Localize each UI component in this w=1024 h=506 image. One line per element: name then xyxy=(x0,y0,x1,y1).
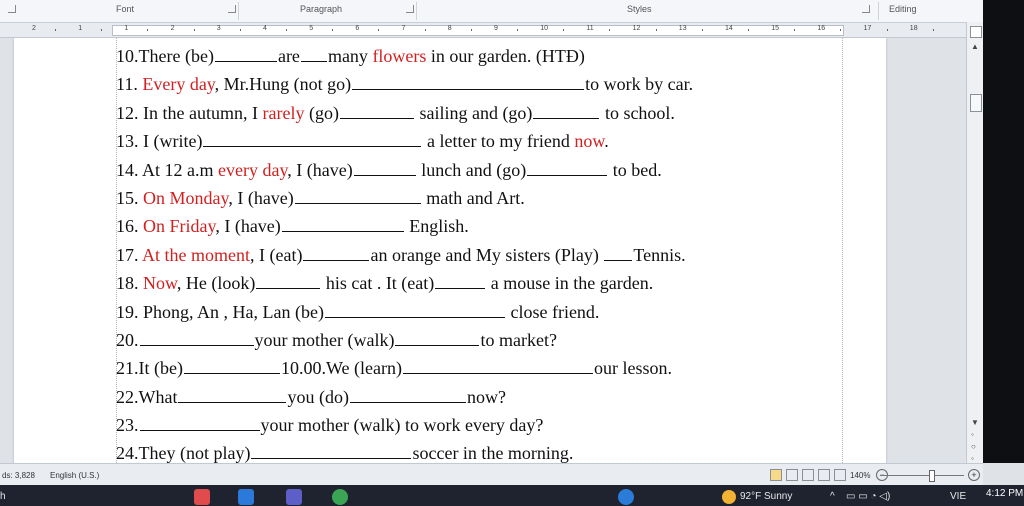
exercise-text-segment: a letter to my friend xyxy=(422,131,575,152)
exercise-line[interactable] xyxy=(116,241,816,269)
exercise-text[interactable] xyxy=(116,42,816,463)
ruler-tick xyxy=(933,29,934,31)
tray-chevron-icon[interactable]: ^ xyxy=(830,491,835,502)
ruler-tick xyxy=(55,29,56,31)
ruler-number: 15 xyxy=(771,25,779,32)
exercise-text-segment: an orange and My sisters (Play) xyxy=(370,244,604,265)
status-bar xyxy=(0,463,983,486)
zoom-level[interactable]: 140% xyxy=(850,471,871,480)
ruler-number: 17 xyxy=(863,25,872,32)
ruler-tick xyxy=(794,29,795,31)
exercise-line[interactable] xyxy=(116,42,816,70)
exercise-line[interactable] xyxy=(116,354,816,382)
zoom-app-icon[interactable] xyxy=(238,489,254,505)
exercise-line[interactable] xyxy=(116,439,816,463)
exercise-line[interactable] xyxy=(116,269,816,297)
ruler-tick xyxy=(702,29,703,31)
view-ruler-button[interactable] xyxy=(970,26,982,38)
answer-blank[interactable] xyxy=(256,287,320,289)
previous-page-icon[interactable]: ◦ xyxy=(971,430,974,439)
ruler-tick xyxy=(194,29,195,31)
right-margin-guide xyxy=(842,38,843,463)
exercise-text-segment: 16. xyxy=(116,216,143,237)
ruler-tick xyxy=(563,29,564,31)
outline-icon[interactable] xyxy=(818,469,830,481)
answer-blank[interactable] xyxy=(140,344,254,346)
answer-blank[interactable] xyxy=(282,230,404,232)
exercise-text-segment: 10.There (be) xyxy=(116,46,214,66)
highlighted-keyword: Every day xyxy=(142,74,215,95)
ribbon-group-labels xyxy=(0,0,983,23)
ruler-tick xyxy=(471,29,472,31)
full-screen-reading-icon[interactable] xyxy=(786,469,798,481)
exercise-text-segment: lunch and (go) xyxy=(416,159,527,180)
exercise-text-segment: 21.It (be) xyxy=(116,358,183,379)
answer-blank[interactable] xyxy=(604,259,632,261)
exercise-text-segment: soccer in the morning. xyxy=(412,443,574,463)
answer-blank[interactable] xyxy=(533,117,599,119)
zoom-slider-thumb[interactable] xyxy=(929,470,935,482)
highlighted-keyword: every day xyxy=(218,159,288,180)
highlighted-keyword: On Monday xyxy=(143,187,229,208)
ruler-number: 9 xyxy=(494,25,498,32)
exercise-line[interactable] xyxy=(116,298,816,326)
exercise-line[interactable] xyxy=(116,156,816,184)
answer-blank[interactable] xyxy=(527,174,607,176)
input-language[interactable]: VIE xyxy=(950,491,967,502)
ruler-tick xyxy=(656,29,657,31)
answer-blank[interactable] xyxy=(215,60,277,62)
exercise-text-segment: sailing and (go) xyxy=(414,102,533,123)
zoom-slider-track[interactable] xyxy=(880,475,964,476)
exercise-text-segment: , I (have) xyxy=(287,159,353,180)
exercise-line[interactable] xyxy=(116,383,816,411)
ruler-tick xyxy=(887,29,888,31)
exercise-text-segment: 18. xyxy=(116,273,143,294)
exercise-text-segment: to bed. xyxy=(608,159,662,180)
exercise-text-segment: 17. xyxy=(116,244,143,265)
ruler-number: 2 xyxy=(32,25,36,32)
answer-blank[interactable] xyxy=(295,202,421,204)
exercise-text-segment: , I (eat) xyxy=(250,244,303,265)
app-icon[interactable] xyxy=(194,489,210,505)
exercise-text-segment: English. xyxy=(404,216,469,237)
exercise-text-segment: , Mr.Hung (not go) xyxy=(214,74,352,95)
language-indicator[interactable]: English (U.S.) xyxy=(50,471,100,480)
ruler-tick xyxy=(517,29,518,31)
highlighted-keyword: flowers xyxy=(372,46,427,66)
exercise-text-segment: 24.They (not play) xyxy=(116,443,251,463)
exercise-text-segment: 12. In the autumn, I xyxy=(116,102,263,123)
exercise-text-segment: close friend. xyxy=(505,301,600,322)
exercise-text-segment: , I (have) xyxy=(228,187,294,208)
answer-blank[interactable] xyxy=(140,429,260,431)
exercise-text-segment: 19. Phong, An , Ha, Lan (be) xyxy=(116,301,324,322)
start-fragment[interactable]: h xyxy=(0,491,6,502)
ruler-number: 13 xyxy=(678,25,687,32)
answer-blank[interactable] xyxy=(352,88,584,90)
exercise-text-segment: 20. xyxy=(116,329,139,350)
help-icon[interactable] xyxy=(618,489,634,505)
answer-blank[interactable] xyxy=(301,60,327,62)
answer-blank[interactable] xyxy=(354,174,416,176)
taskbar xyxy=(0,485,1024,506)
ruler-number: 5 xyxy=(309,25,314,32)
ruler-tick xyxy=(240,29,241,31)
exercise-text-segment: are xyxy=(277,46,300,66)
exercise-text-segment: math and Art. xyxy=(421,187,525,208)
dialog-launcher-icon[interactable] xyxy=(8,5,16,13)
tray-icons[interactable]: ▭ ▭ ◔ ◁) xyxy=(846,491,891,502)
scroll-up-icon[interactable]: ▲ xyxy=(971,42,979,51)
ruler-number: 18 xyxy=(909,25,918,32)
ruler-number: 16 xyxy=(817,25,826,32)
horizontal-ruler[interactable] xyxy=(0,23,983,38)
print-layout-icon[interactable] xyxy=(770,469,782,481)
highlighted-keyword: On Friday xyxy=(143,216,216,237)
weather-text[interactable]: 92°F Sunny xyxy=(740,491,793,502)
answer-blank[interactable] xyxy=(184,372,280,374)
exercise-text-segment: 11. xyxy=(116,74,143,95)
teams-icon[interactable] xyxy=(286,489,302,505)
exercise-text-segment: to work by car. xyxy=(585,74,694,95)
answer-blank[interactable] xyxy=(340,117,414,119)
highlighted-keyword: rarely xyxy=(262,102,305,123)
exercise-text-segment: now? xyxy=(466,386,506,407)
exercise-text-segment: his cat . It (eat) xyxy=(321,273,435,294)
answer-blank[interactable] xyxy=(251,457,411,459)
ribbon-separator xyxy=(238,2,239,20)
exercise-text-segment: 10.00.We (learn) xyxy=(280,358,402,379)
ribbon-group-styles: Styles xyxy=(627,4,652,14)
exercise-text-segment: 14. At 12 a.m xyxy=(116,159,218,180)
browse-object-icon[interactable]: ○ xyxy=(971,442,976,451)
ruler-number: 12 xyxy=(632,25,641,32)
answer-blank[interactable] xyxy=(403,372,593,374)
ruler-number: 2 xyxy=(170,25,175,32)
exercise-text-segment: . xyxy=(604,131,609,152)
ribbon-separator xyxy=(416,2,417,20)
ribbon-group-paragraph: Paragraph xyxy=(300,4,343,14)
ruler-number: 14 xyxy=(725,25,733,32)
answer-blank[interactable] xyxy=(435,287,485,289)
exercise-text-segment: 15. xyxy=(116,187,143,208)
ribbon-separator xyxy=(878,2,879,20)
exercise-text-segment: a mouse in the garden. xyxy=(486,273,654,294)
exercise-text-segment: our lesson. xyxy=(593,358,672,379)
exercise-text-segment: many xyxy=(327,46,373,66)
document-area[interactable] xyxy=(0,38,966,463)
ruler-tick xyxy=(286,29,287,31)
next-page-icon[interactable]: ◦ xyxy=(971,454,974,463)
ruler-number: 11 xyxy=(586,25,594,32)
exercise-text-segment: to market? xyxy=(480,329,557,350)
highlighted-keyword: Now xyxy=(143,273,177,294)
web-layout-icon[interactable] xyxy=(802,469,814,481)
vertical-scrollbar[interactable] xyxy=(966,22,984,463)
draft-icon[interactable] xyxy=(834,469,846,481)
browser-icon[interactable] xyxy=(332,489,348,505)
answer-blank[interactable] xyxy=(303,259,369,261)
exercise-text-segment: you (do) xyxy=(287,386,349,407)
exercise-text-segment: 23. xyxy=(116,415,139,436)
answer-blank[interactable] xyxy=(395,344,479,346)
clock[interactable]: 4:12 PM xyxy=(986,488,1024,499)
ruler-number: 7 xyxy=(401,25,406,32)
ruler-number: 4 xyxy=(263,25,267,32)
exercise-text-segment: , He (look) xyxy=(176,273,256,294)
exercise-line[interactable] xyxy=(116,99,816,127)
exercise-line[interactable] xyxy=(116,127,816,155)
styles-dialog-launcher-icon[interactable] xyxy=(862,5,870,13)
highlighted-keyword: At the moment xyxy=(142,244,250,265)
scroll-thumb[interactable] xyxy=(970,94,982,112)
answer-blank[interactable] xyxy=(325,316,505,318)
answer-blank[interactable] xyxy=(178,401,286,403)
exercise-text-segment: 13. I (write) xyxy=(116,131,203,152)
document-page[interactable] xyxy=(14,38,886,463)
word-count[interactable]: ds: 3,828 xyxy=(2,471,35,480)
exercise-text-segment: , I (have) xyxy=(215,216,281,237)
ribbon-group-font: Font xyxy=(116,4,135,14)
paragraph-dialog-launcher-icon[interactable] xyxy=(406,5,414,13)
exercise-line[interactable] xyxy=(116,70,816,98)
ruler-tick xyxy=(101,29,102,31)
screen-edge xyxy=(983,0,1024,463)
exercise-text-segment: 22.What xyxy=(116,386,178,407)
ruler-tick xyxy=(840,29,841,31)
ribbon-group-editing: Editing xyxy=(889,4,917,14)
scroll-down-icon[interactable]: ▼ xyxy=(971,418,979,427)
ruler-tick xyxy=(378,29,379,31)
exercise-text-segment: to school. xyxy=(600,102,675,123)
ruler-number: 8 xyxy=(447,25,452,32)
ruler-number: 10 xyxy=(540,25,548,32)
zoom-in-icon[interactable]: + xyxy=(968,469,980,481)
ruler-number: 6 xyxy=(355,25,360,32)
ruler-number: 1 xyxy=(78,25,83,32)
exercise-text-segment: your mother (walk) xyxy=(254,329,395,350)
exercise-line[interactable] xyxy=(116,411,816,439)
ruler-tick xyxy=(332,29,333,31)
exercise-text-segment: your mother (walk) to work every day? xyxy=(260,415,544,436)
exercise-text-segment: in our garden. (HTĐ) xyxy=(426,46,585,66)
answer-blank[interactable] xyxy=(350,401,466,403)
ruler-number: 1 xyxy=(124,25,129,32)
ruler-tick xyxy=(147,29,148,31)
exercise-line[interactable] xyxy=(116,212,816,240)
exercise-text-segment: (go) xyxy=(304,102,339,123)
ruler-track xyxy=(112,25,844,36)
exercise-line[interactable] xyxy=(116,184,816,212)
weather-sun-icon xyxy=(722,490,736,504)
exercise-text-segment: Tennis. xyxy=(633,244,686,265)
ruler-tick xyxy=(609,29,610,31)
highlighted-keyword: now xyxy=(574,131,605,152)
ruler-number: 3 xyxy=(216,25,221,32)
ruler-tick xyxy=(425,29,426,31)
exercise-line[interactable] xyxy=(116,326,816,354)
answer-blank[interactable] xyxy=(203,145,421,147)
font-dialog-launcher-icon[interactable] xyxy=(228,5,236,13)
ruler-tick xyxy=(748,29,749,31)
